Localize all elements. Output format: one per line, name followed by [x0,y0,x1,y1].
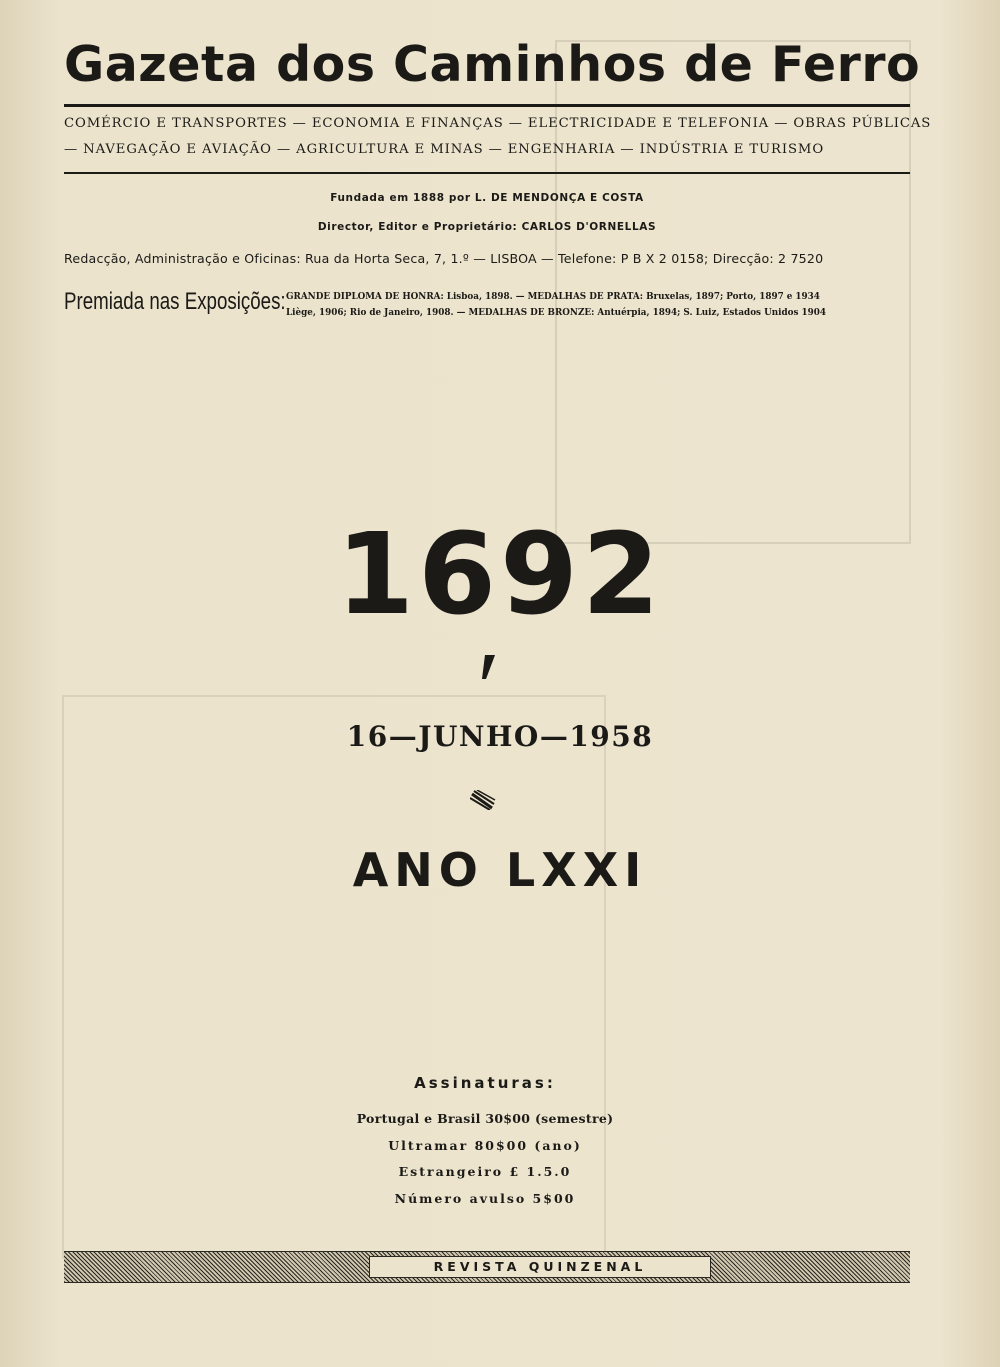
subscription-estrangeiro: Estrangeiro £ 1.5.0 [398,1164,572,1179]
issue-date: 16—JUNHO—1958 [346,720,654,753]
subscription-ultramar: Ultramar 80$00 (ano) [388,1138,582,1153]
subscriptions-title: Assinaturas: [414,1074,556,1092]
director-line: Director, Editor e Proprietário: CARLOS D'ORNELLAS [317,221,657,233]
footer-label: REVISTA QUINZENAL [369,1256,711,1278]
founded-line: Fundada em 1888 por L. DE MENDONÇA E COSTA [330,192,644,204]
masthead-rule-bottom [64,172,910,174]
fan-ornament-icon [470,790,496,810]
masthead-title: Gazeta dos Caminhos de Ferro [64,36,921,93]
issue-mark-icon [482,655,496,679]
subjects-line-1: COMÉRCIO E TRANSPORTES — ECONOMIA E FINANÇAS — ELECTRICIDADE E TELEFONIA — OBRAS PÚBLICAS [64,116,932,131]
volume-year: ANO LXXI [352,843,648,897]
prizes-label: Premiada nas Exposições: [64,288,286,315]
footer-band [64,1251,910,1283]
issue-number: 1692 [336,510,664,640]
masthead-rule-top [64,104,910,107]
address-line: Redacção, Administração e Oficinas: Rua da Horta Seca, 7, 1.º — LISBOA — Telefone: P B X 2 0158; Direcção: 2 7520 [64,251,824,266]
subjects-line-2: — NAVEGAÇÃO E AVIAÇÃO — AGRICULTURA E MINAS — ENGENHARIA — INDÚSTRIA E TURISMO [64,142,825,157]
prizes-line-1: GRANDE DIPLOMA DE HONRA: Lisboa, 1898. — MEDALHAS DE PRATA: Bruxelas, 1897; Porto, 1897 e 1934 [286,292,820,302]
subscription-portugal-brasil: Portugal e Brasil 30$00 (semestre) [356,1111,614,1126]
prizes-list [286,289,910,321]
subscription-single-issue: Número avulso 5$00 [394,1191,576,1206]
prizes-line-2: Liège, 1906; Rio de Janeiro, 1908. — MEDALHAS DE BRONZE: Antuérpia, 1894; S. Luiz, Estados Unidos 1904 [286,308,827,318]
